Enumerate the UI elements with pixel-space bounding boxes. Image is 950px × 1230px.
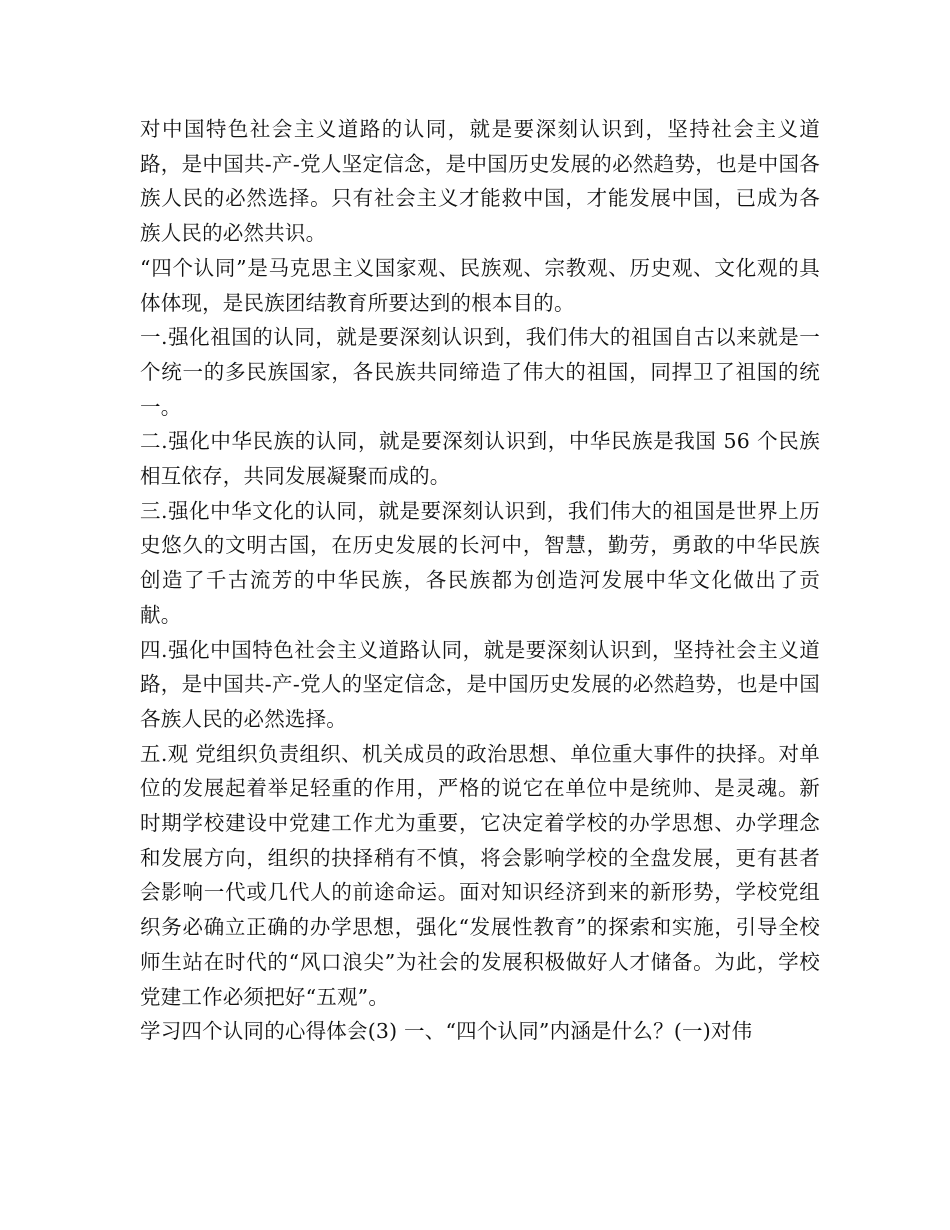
document-body: [140, 112, 820, 1049]
paragraph-point-three: 三.强化中华文化的认同，就是要深刻认识到，我们伟大的祖国是世界上历史悠久的文明古国，在历史发展的长河中，智慧，勤劳，勇敢的中华民族创造了千古流芳的中华民族，各民族都为创造河发展中华文化做出了贡献。: [140, 498, 820, 627]
paragraph-point-five: 五.观 党组织负责组织、机关成员的政治思想、单位重大事件的抉择。对单位的发展起着举足轻重的作用，严格的说它在单位中是统帅、是灵魂。新时期学校建设中党建工作尤为重要，它决定着学校的办学思想、办学理念和发展方向，组织的抉择稍有不慎，将会影响学校的全盘发展，更有甚者会影响一代或几代人的前途命运。面对知识经济到来的新形势，学校党组织务必确立正确的办学思想，强化“发展性教育”的探索和实施，引导全校师生站在时代的“风口浪尖”为社会的发展积极做好人才储备。为此，学校党建工作必须把好“五观”。: [140, 741, 820, 1009]
paragraph-four-identities: “四个认同”是马克思主义国家观、民族观、宗教观、历史观、文化观的具体体现，是民族团结教育所要达到的根本目的。: [140, 255, 820, 315]
paragraph-road-identity: 对中国特色社会主义道路的认同，就是要深刻认识到，坚持社会主义道路，是中国共-产-党人坚定信念，是中国历史发展的必然趋势，也是中国各族人民的必然选择。只有社会主义才能救中国，才能发展中国，已成为各族人民的必然共识。: [140, 117, 820, 246]
paragraph-section-three-start: 学习四个认同的心得体会(3) 一、“四个认同”内涵是什么？(一)对伟: [140, 1019, 753, 1044]
paragraph-point-two: 二.强化中华民族的认同，就是要深刻认识到，中华民族是我国 56 个民族相互依存，共同发展凝聚而成的。: [140, 429, 820, 489]
paragraph-point-four: 四.强化中国特色社会主义道路认同，就是要深刻认识到，坚持社会主义道路，是中国共-产-党人的坚定信念，是中国历史发展的必然趋势，也是中国各族人民的必然选择。: [140, 637, 820, 731]
paragraph-point-one: 一.强化祖国的认同，就是要深刻认识到，我们伟大的祖国自古以来就是一个统一的多民族国家，各民族共同缔造了伟大的祖国，同捍卫了祖国的统一。: [140, 325, 820, 419]
